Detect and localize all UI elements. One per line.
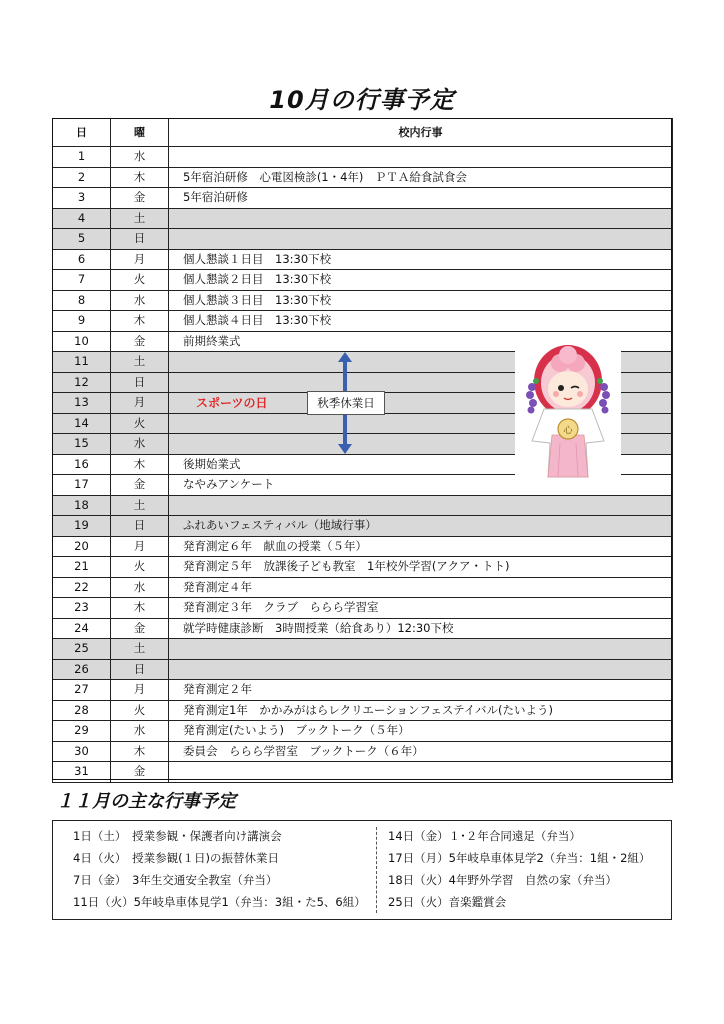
event-cell: 後期始業式 <box>169 454 673 475</box>
table-row <box>53 311 673 332</box>
event-cell: 発育測定２年 <box>169 680 673 701</box>
table-row <box>53 270 673 291</box>
table-row <box>53 188 673 209</box>
header-day: 日 <box>53 119 111 147</box>
weekday-cell: 金 <box>111 331 169 352</box>
weekday-cell: 金 <box>111 762 169 783</box>
event-cell: 発育測定1年 かかみがはらレクリエーションフェステイバル(たいよう) <box>169 700 673 721</box>
sports-day-label: スポーツの日 <box>196 396 268 410</box>
table-row <box>53 639 673 660</box>
november-event: 11日（火）5年岐阜車体見学1（弁当：3組・た5、6組） <box>73 895 366 909</box>
event-cell: 発育測定３年 クラブ ららら学習室 <box>169 598 673 619</box>
weekday-cell: 水 <box>111 290 169 311</box>
weekday-cell: 日 <box>111 516 169 537</box>
table-row <box>53 516 673 537</box>
weekday-cell: 土 <box>111 208 169 229</box>
table-row <box>53 721 673 742</box>
weekday-cell: 木 <box>111 167 169 188</box>
weekday-cell: 木 <box>111 741 169 762</box>
day-cell: 9 <box>53 311 111 332</box>
day-cell: 26 <box>53 659 111 680</box>
day-cell: 25 <box>53 639 111 660</box>
november-events-box <box>52 820 672 920</box>
weekday-cell: 金 <box>111 188 169 209</box>
day-cell: 16 <box>53 454 111 475</box>
header-weekday: 曜 <box>111 119 169 147</box>
november-event: 4日（火） 授業参観(１日)の振替休業日 <box>73 851 280 865</box>
day-cell: 12 <box>53 372 111 393</box>
table-row <box>53 167 673 188</box>
event-cell <box>169 147 673 168</box>
header-events: 校内行事 <box>169 119 673 147</box>
column-divider <box>376 827 377 913</box>
weekday-cell: 火 <box>111 557 169 578</box>
table-row <box>53 249 673 270</box>
november-event: 1日（土） 授業参観・保護者向け講演会 <box>73 829 282 843</box>
table-row <box>53 618 673 639</box>
table-row <box>53 680 673 701</box>
november-right-column <box>388 825 650 913</box>
november-event: 25日（火）音楽鑑賞会 <box>388 895 507 909</box>
day-cell: 27 <box>53 680 111 701</box>
weekday-cell: 火 <box>111 270 169 291</box>
weekday-cell: 日 <box>111 372 169 393</box>
event-cell <box>169 208 673 229</box>
table-row <box>53 598 673 619</box>
day-cell: 13 <box>53 393 111 414</box>
event-cell <box>169 495 673 516</box>
weekday-cell: 木 <box>111 598 169 619</box>
november-event: 17日（月）5年岐阜車体見学2（弁当：1組・2組） <box>388 851 651 865</box>
event-cell: 発育測定４年 <box>169 577 673 598</box>
table-row <box>53 290 673 311</box>
weekday-cell: 金 <box>111 618 169 639</box>
weekday-cell: 水 <box>111 577 169 598</box>
event-cell: 個人懇談４日目 13:30下校 <box>169 311 673 332</box>
event-cell: 前期終業式 <box>169 331 673 352</box>
day-cell: 7 <box>53 270 111 291</box>
weekday-cell: 水 <box>111 721 169 742</box>
day-cell: 28 <box>53 700 111 721</box>
november-event: 7日（金） 3年生交通安全教室（弁当） <box>73 873 278 887</box>
day-cell: 1 <box>53 147 111 168</box>
day-cell: 14 <box>53 413 111 434</box>
event-cell: なやみアンケート <box>169 475 673 496</box>
mascot-girl-icon <box>518 343 618 481</box>
weekday-cell: 水 <box>111 434 169 455</box>
event-cell: 5年宿泊研修 <box>169 188 673 209</box>
event-cell: 個人懇談１日目 13:30下校 <box>169 249 673 270</box>
table-row <box>53 208 673 229</box>
day-cell: 24 <box>53 618 111 639</box>
page-title: 10月の行事予定 <box>269 86 455 114</box>
weekday-cell: 火 <box>111 700 169 721</box>
event-cell <box>169 639 673 660</box>
event-cell: 発育測定５年 放課後子ども教室 1年校外学習(アクア・トト) <box>169 557 673 578</box>
table-row <box>53 147 673 168</box>
day-cell: 21 <box>53 557 111 578</box>
november-event: 18日（火）4年野外学習 自然の家（弁当） <box>388 873 617 887</box>
table-row <box>53 577 673 598</box>
day-cell: 17 <box>53 475 111 496</box>
weekday-cell: 土 <box>111 495 169 516</box>
event-cell: 就学時健康診断 3時間授業（給食あり）12:30下校 <box>169 618 673 639</box>
weekday-cell: 火 <box>111 413 169 434</box>
day-cell: 11 <box>53 352 111 373</box>
autumn-break-label: 秋季休業日 <box>307 391 385 415</box>
weekday-cell: 土 <box>111 639 169 660</box>
table-row <box>53 741 673 762</box>
table-row <box>53 557 673 578</box>
day-cell: 19 <box>53 516 111 537</box>
day-cell: 22 <box>53 577 111 598</box>
mascot-badge-text: 心 <box>563 426 573 436</box>
event-cell: ふれあいフェスティバル（地域行事） <box>169 516 673 537</box>
weekday-cell: 木 <box>111 454 169 475</box>
event-cell: 個人懇談２日目 13:30下校 <box>169 270 673 291</box>
day-cell: 30 <box>53 741 111 762</box>
day-cell: 23 <box>53 598 111 619</box>
event-cell <box>169 229 673 250</box>
weekday-cell: 金 <box>111 475 169 496</box>
day-cell: 5 <box>53 229 111 250</box>
event-cell: 発育測定６年 献血の授業（５年） <box>169 536 673 557</box>
table-row <box>53 536 673 557</box>
day-cell: 2 <box>53 167 111 188</box>
event-cell: 5年宿泊研修 心電図検診(1・4年) ＰＴＡ給食試食会 <box>169 167 673 188</box>
event-cell: 個人懇談３日目 13:30下校 <box>169 290 673 311</box>
day-cell: 31 <box>53 762 111 783</box>
day-cell: 8 <box>53 290 111 311</box>
table-row <box>53 762 673 783</box>
table-row <box>53 229 673 250</box>
weekday-cell: 土 <box>111 352 169 373</box>
weekday-cell: 日 <box>111 659 169 680</box>
weekday-cell: 月 <box>111 536 169 557</box>
day-cell: 10 <box>53 331 111 352</box>
weekday-cell: 月 <box>111 249 169 270</box>
day-cell: 18 <box>53 495 111 516</box>
weekday-cell: 月 <box>111 680 169 701</box>
weekday-cell: 日 <box>111 229 169 250</box>
weekday-cell: 水 <box>111 147 169 168</box>
weekday-cell: 月 <box>111 393 169 414</box>
table-row <box>53 659 673 680</box>
november-event: 14日（金）１･２年合同遠足（弁当） <box>388 829 581 843</box>
day-cell: 4 <box>53 208 111 229</box>
event-cell <box>169 762 673 783</box>
event-cell: 発育測定(たいよう) ブックトーク（５年） <box>169 721 673 742</box>
table-row <box>53 700 673 721</box>
weekday-cell: 木 <box>111 311 169 332</box>
day-cell: 15 <box>53 434 111 455</box>
day-cell: 3 <box>53 188 111 209</box>
november-left-column <box>73 825 366 913</box>
november-title: １１月の主な行事予定 <box>56 791 236 812</box>
event-cell: 委員会 ららら学習室 ブックトーク（６年） <box>169 741 673 762</box>
day-cell: 29 <box>53 721 111 742</box>
day-cell: 6 <box>53 249 111 270</box>
day-cell: 20 <box>53 536 111 557</box>
event-cell <box>169 659 673 680</box>
table-row <box>53 495 673 516</box>
